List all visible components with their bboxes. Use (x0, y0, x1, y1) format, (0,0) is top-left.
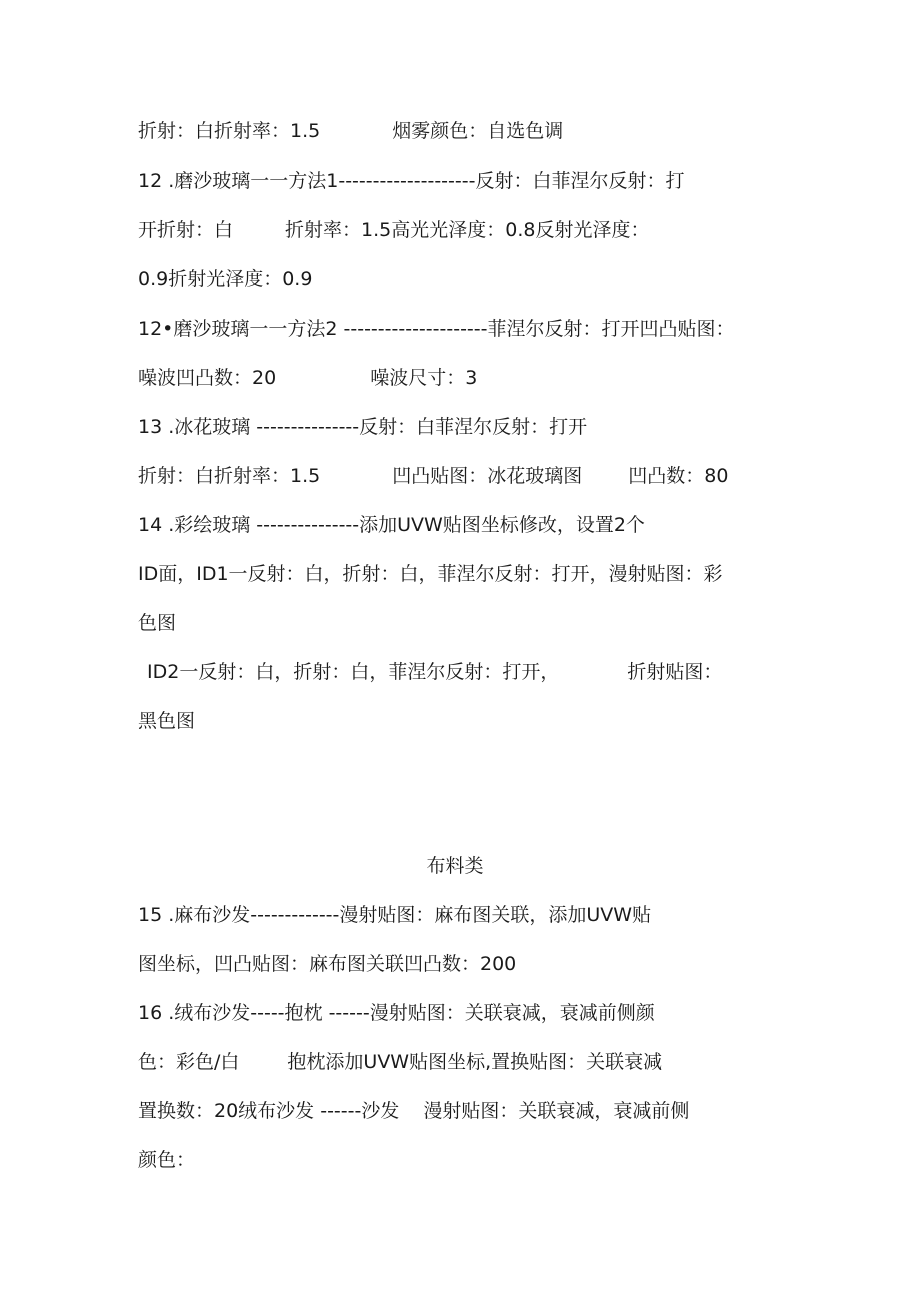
fabric-line-6 (138, 1145, 798, 1175)
glass-line-10 (138, 559, 798, 589)
linen-sofa: 15 .麻布沙发-------------漫射贴图：麻布图关联，添加UVW贴 (138, 904, 652, 926)
sofa-diffuse: 漫射贴图：关联衰减，衰减前侧 (423, 1100, 690, 1122)
fabric-line-4 (138, 1047, 798, 1077)
glass-line-3 (138, 215, 798, 245)
refraction-map: 折射贴图： (627, 661, 723, 683)
id2-spec: ID2一反射：白，折射：白，菲涅尔反射：打开， (147, 661, 560, 683)
refraction-glossiness-spec: 折射率：1.5高光光泽度：0.8反射光泽度： (285, 219, 650, 241)
glass-line-5 (138, 314, 798, 344)
noise-size: 噪波尺寸：3 (370, 367, 478, 389)
fabric-line-2 (138, 949, 798, 979)
refraction-spec: 折射：白折射率：1.5 (138, 120, 321, 142)
glass-line-8 (138, 461, 798, 491)
velvet-sofa-pillow: 16 .绒布沙发-----抱枕 ------漫射贴图：关联衰减，衰减前侧颜 (138, 1002, 655, 1024)
glass-line-2 (138, 166, 798, 196)
displacement-count: 置换数：20绒布沙发 ------沙发 (138, 1100, 400, 1122)
falloff-color: 色：彩色/白 (138, 1051, 240, 1073)
refraction-white: 开折射：白 (138, 219, 234, 241)
glass-line-4 (138, 264, 798, 294)
glass-line-13 (138, 706, 798, 736)
glass-line-6 (138, 363, 798, 393)
ice-bump-count: 凹凸数：80 (628, 465, 729, 487)
painted-glass: 14 .彩绘玻璃 ---------------添加UVW贴图坐标修改，设置2个 (138, 514, 645, 536)
glass-line-9 (138, 510, 798, 540)
black-map: 黑色图 (138, 710, 196, 732)
fabric-heading: 布料类 (426, 855, 484, 877)
refraction-glossiness-value: 0.9折射光泽度：0.9 (138, 268, 313, 290)
fabric-line-5 (138, 1096, 798, 1126)
glass-line-11 (138, 608, 798, 638)
smoke-color-spec: 烟雾颜色：自选色调 (392, 120, 564, 142)
glass-line-1 (138, 116, 798, 146)
color-map: 色图 (138, 612, 177, 634)
id1-spec: ID面，ID1一反射：白，折射：白，菲涅尔反射：打开，漫射贴图：彩 (138, 563, 723, 585)
fabric-line-1 (138, 900, 798, 930)
fabric-line-3 (138, 998, 798, 1028)
ice-refraction: 折射：白折射率：1.5 (138, 465, 321, 487)
front-side-color: 颜色： (138, 1149, 196, 1171)
ice-glass: 13 .冰花玻璃 ---------------反射：白菲涅尔反射：打开 (138, 416, 588, 438)
linen-bump: 图坐标，凹凸贴图：麻布图关联凹凸数：200 (138, 953, 517, 975)
glass-line-12 (147, 657, 807, 687)
ice-bump-map: 凹凸贴图：冰花玻璃图 (392, 465, 583, 487)
frosted-glass-method1: 12 .磨沙玻璃一一方法1--------------------反射：白菲涅尔反射：打 (138, 170, 685, 192)
glass-line-7 (138, 412, 798, 442)
noise-bump-count: 噪波凹凸数：20 (138, 367, 277, 389)
frosted-glass-method2: 12•磨沙玻璃一一方法2 ---------------------菲涅尔反射：打开凹凸贴图： (138, 318, 735, 340)
pillow-displacement: 抱枕添加UVW贴图坐标,置换贴图：关联衰减 (287, 1051, 663, 1073)
